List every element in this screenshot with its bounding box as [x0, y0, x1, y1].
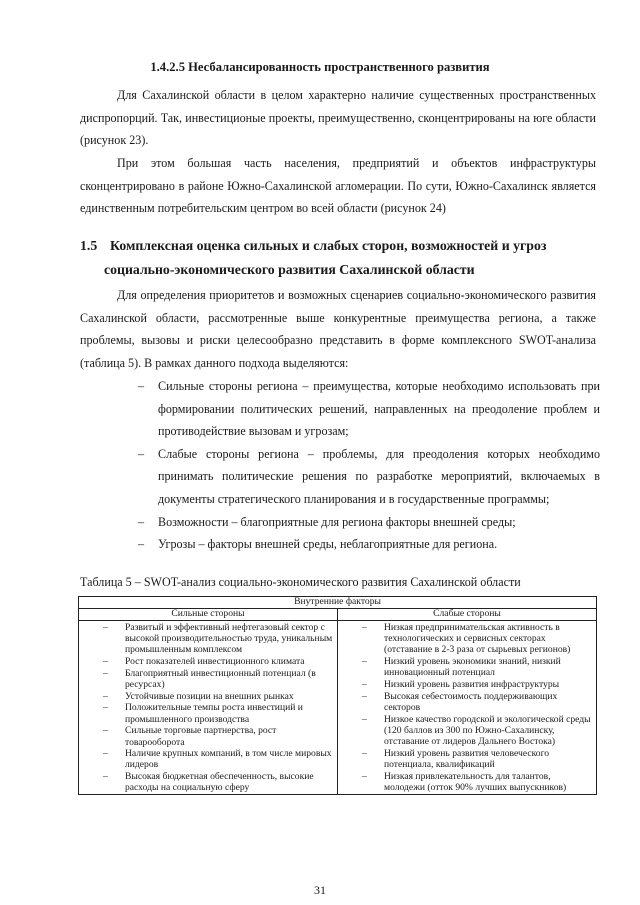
- page-number: 31: [314, 883, 326, 897]
- list-item: – Возможности – благоприятные для региона факторы внешней среды;: [80, 511, 600, 534]
- weaknesses-list: [338, 622, 596, 793]
- list-item: – Благоприятный инвестиционный потенциал (в ресурсах): [103, 667, 316, 691]
- paragraph-swot-intro: Для определения приоритетов и возможных сценариев социально-экономического развития Сахалинской области, рассмотренные выше конкурентные преимущества региона, а также проблемы, вызовы и риски целесообразно представить в форме комплексного SWOT-анализа (таблица 5). В рамках данного подхода выделяются:: [80, 288, 596, 370]
- list-dash: –: [138, 379, 145, 393]
- section-number: 1.5: [80, 238, 98, 253]
- section-heading-1-4-2-5: 1.4.2.5 Несбалансированность пространственного развития: [150, 60, 490, 74]
- list-item: – Слабые стороны региона – проблемы, для преодоления которых необходимо принимать политические решения по разработке мероприятий, включаемых в документы стратегического планирования и в государственные программы;: [80, 443, 600, 511]
- section-heading-1-5: [80, 234, 600, 282]
- weaknesses-cell: [338, 621, 597, 795]
- list-item: – Низкая предпринимательская активность в технологических и сервисных секторах (отставание в 2-3 раза от сырьевых регионов): [362, 622, 571, 656]
- swot-table: [78, 596, 597, 795]
- list-item: – Высокая себестоимость поддерживающих секторов: [362, 690, 558, 713]
- column-header-strengths: Сильные стороны: [79, 609, 338, 621]
- list-item: – Развитый и эффективный нефтегазовый сектор с высокой производительностью труда, уникальным промышленным комплексом: [103, 622, 333, 656]
- swot-definition-list: [80, 375, 600, 556]
- list-item: – Угрозы – факторы внешней среды, неблагоприятные для региона.: [80, 533, 600, 556]
- list-item: – Наличие крупных компаний, в том числе мировых лидеров: [103, 748, 332, 771]
- strengths-cell: [79, 621, 338, 795]
- list-item: – Устойчивые позиции на внешних рынках: [103, 690, 294, 702]
- list-dash: –: [138, 446, 145, 461]
- list-item: – Низкий уровень экономики знаний, низкий инновационный потенциал: [362, 656, 561, 679]
- list-dash: –: [138, 514, 145, 529]
- list-item: – Высокая бюджетная обеспеченность, высокие расходы на социальную сферу: [103, 771, 314, 794]
- list-item: – Рост показателей инвестиционного климата: [103, 656, 305, 668]
- column-header-weaknesses: Слабые стороны: [338, 609, 597, 621]
- list-item: – Низкий уровень развития инфраструктуры: [362, 679, 560, 691]
- section-title-line2: социально-экономического развития Сахалинской области: [104, 262, 475, 277]
- list-item: – Низкое качество городской и экологической среды (120 баллов из 300 по Южно-Сахалинску, отставание от лидеров Дальнего Востока): [362, 713, 591, 748]
- table-caption: Таблица 5 – SWOT-анализ социально-экономического развития Сахалинской области: [80, 575, 521, 589]
- list-item: – Положительные темпы роста инвестиций и промышленного производства: [103, 702, 303, 725]
- list-item: – Сильные стороны региона – преимущества, которые необходимо использовать при формировании политических решений, направленных на преодоление проблем и противодействие вызовам и угрозам;: [80, 375, 600, 443]
- section-title-line1: Комплексная оценка сильных и слабых сторон, возможностей и угроз: [110, 238, 547, 253]
- strengths-list: [79, 622, 337, 794]
- paragraph-spatial-disproportions: Для Сахалинской области в целом характерно наличие существенных пространственных диспропорций. Так, инвестиционые проекты, преимущественно, сконцентрированы на юге области (рисунок 23).: [80, 88, 596, 148]
- list-item: – Низкий уровень развития человеческого потенциала, квалификаций: [362, 747, 550, 770]
- paragraph-agglomeration: При этом большая часть населения, предприятий и объектов инфраструктуры сконцентрировано в районе Южно-Сахалинской агломерации. По сути, Южно-Сахалинск является единственным потребительским центром во всей области (рисунок 24): [80, 156, 596, 216]
- list-item: – Сильные торговые партнерства, рост товарооборота: [103, 725, 277, 748]
- list-item: – Низкая привлекательность для талантов, молодежи (отток 90% лучших выпускников): [362, 770, 567, 793]
- list-dash: –: [138, 537, 145, 552]
- table-header-internal-factors: Внутренние факторы: [79, 597, 597, 609]
